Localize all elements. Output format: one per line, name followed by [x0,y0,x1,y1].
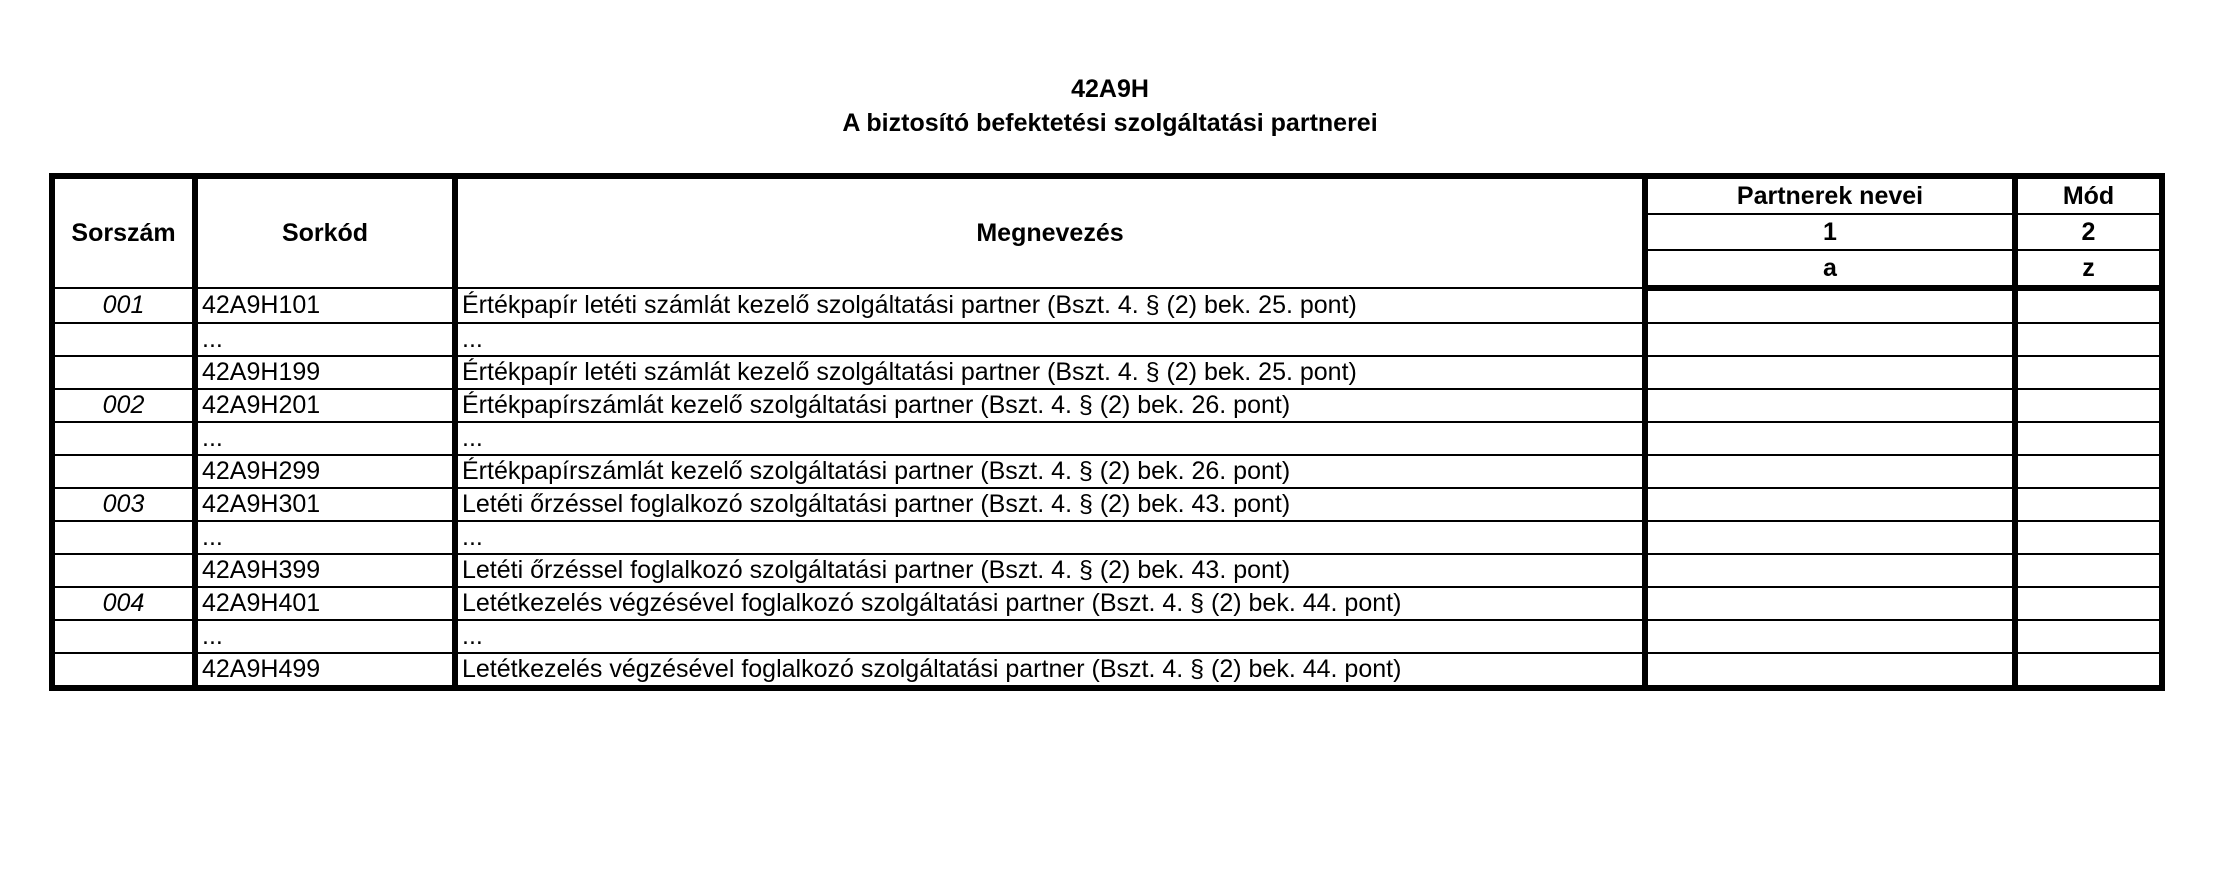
row-partner-name-cell [1645,620,2015,653]
row-mod-cell [2015,554,2162,587]
header-mod-column-letter: z [2015,250,2162,288]
table-row [52,356,2162,389]
row-sorkod-cell: 42A9H299 [195,455,455,488]
table-row [52,554,2162,587]
header-megnevezes: Megnevezés [455,176,1645,288]
row-megnevezes-cell: Letétkezelés végzésével foglalkozó szolgáltatási partner (Bszt. 4. § (2) bek. 44. pont) [455,587,1645,620]
header-partnerek-column-letter: a [1645,250,2015,288]
header-mod: Mód [2015,176,2162,214]
row-sorkod-cell: 42A9H101 [195,288,455,323]
table-body [52,288,2162,688]
row-mod-cell [2015,455,2162,488]
row-partner-name-cell [1645,356,2015,389]
row-megnevezes-cell: ... [455,422,1645,455]
header-sorkod: Sorkód [195,176,455,288]
row-partner-name-cell [1645,323,2015,356]
row-sorszam-cell [52,620,195,653]
row-sorkod-cell: ... [195,422,455,455]
row-partner-name-cell [1645,653,2015,688]
row-partner-name-cell [1645,488,2015,521]
row-mod-cell [2015,488,2162,521]
row-megnevezes-cell: ... [455,521,1645,554]
header-partnerek-nevei: Partnerek nevei [1645,176,2015,214]
row-sorszam-cell [52,554,195,587]
row-mod-cell [2015,587,2162,620]
row-mod-cell [2015,288,2162,323]
table-code: 42A9H [1071,75,1149,103]
row-sorkod-cell: ... [195,620,455,653]
row-sorszam-cell [52,653,195,688]
row-mod-cell [2015,356,2162,389]
row-megnevezes-cell: Letéti őrzéssel foglalkozó szolgáltatási partner (Bszt. 4. § (2) bek. 43. pont) [455,554,1645,587]
table-row [52,389,2162,422]
row-sorkod-cell: 42A9H201 [195,389,455,422]
row-partner-name-cell [1645,455,2015,488]
header-partnerek-column-number: 1 [1645,214,2015,250]
row-sorkod-cell: ... [195,323,455,356]
row-megnevezes-cell: Értékpapír letéti számlát kezelő szolgáltatási partner (Bszt. 4. § (2) bek. 25. pont) [455,288,1645,323]
row-sorkod-cell: 42A9H301 [195,488,455,521]
row-sorszam-cell [52,422,195,455]
row-mod-cell [2015,653,2162,688]
table-row [52,323,2162,356]
row-mod-cell [2015,620,2162,653]
header-sorszam: Sorszám [52,176,195,288]
row-mod-cell [2015,422,2162,455]
row-partner-name-cell [1645,422,2015,455]
row-megnevezes-cell: Értékpapír letéti számlát kezelő szolgáltatási partner (Bszt. 4. § (2) bek. 25. pont) [455,356,1645,389]
row-sorszam-cell [52,356,195,389]
row-mod-cell [2015,389,2162,422]
table-row [52,422,2162,455]
row-sorkod-cell: 42A9H199 [195,356,455,389]
row-mod-cell [2015,323,2162,356]
row-sorszam-cell [52,521,195,554]
table-row [52,288,2162,323]
row-sorszam-cell: 003 [52,488,195,521]
row-megnevezes-cell: ... [455,323,1645,356]
table-row [52,587,2162,620]
row-sorszam-cell: 001 [52,288,195,323]
row-partner-name-cell [1645,389,2015,422]
table-row [52,521,2162,554]
row-partner-name-cell [1645,521,2015,554]
row-partner-name-cell [1645,554,2015,587]
table-row [52,620,2162,653]
partners-table [49,173,2165,691]
table-row [52,653,2162,688]
row-partner-name-cell [1645,288,2015,323]
table-row [52,455,2162,488]
row-sorkod-cell: 42A9H401 [195,587,455,620]
row-megnevezes-cell: Letétkezelés végzésével foglalkozó szolgáltatási partner (Bszt. 4. § (2) bek. 44. pont) [455,653,1645,688]
row-megnevezes-cell: Értékpapírszámlát kezelő szolgáltatási partner (Bszt. 4. § (2) bek. 26. pont) [455,455,1645,488]
row-partner-name-cell [1645,587,2015,620]
row-sorkod-cell: 42A9H499 [195,653,455,688]
row-megnevezes-cell: Értékpapírszámlát kezelő szolgáltatási partner (Bszt. 4. § (2) bek. 26. pont) [455,389,1645,422]
row-sorszam-cell: 004 [52,587,195,620]
header-mod-column-number: 2 [2015,214,2162,250]
row-sorszam-cell [52,455,195,488]
row-sorszam-cell: 002 [52,389,195,422]
table-title: A biztosító befektetési szolgáltatási partnerei [842,109,1378,137]
row-sorkod-cell: 42A9H399 [195,554,455,587]
table-row [52,488,2162,521]
row-megnevezes-cell: Letéti őrzéssel foglalkozó szolgáltatási partner (Bszt. 4. § (2) bek. 43. pont) [455,488,1645,521]
document-title [0,72,2220,140]
row-mod-cell [2015,521,2162,554]
row-sorkod-cell: ... [195,521,455,554]
row-megnevezes-cell: ... [455,620,1645,653]
row-sorszam-cell [52,323,195,356]
